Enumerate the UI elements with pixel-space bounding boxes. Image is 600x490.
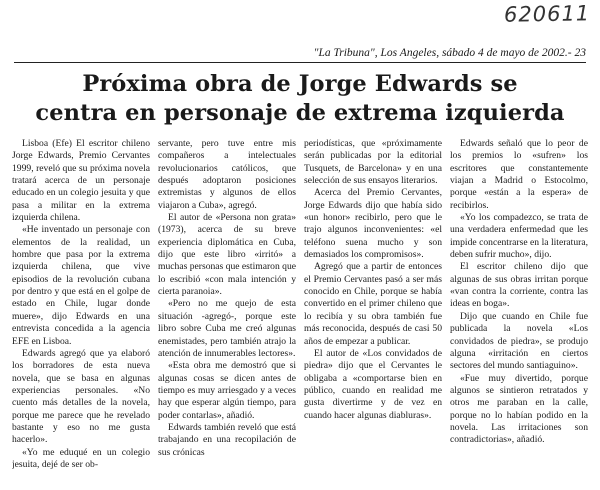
- paragraph: Agregó que a partir de entonces el Premio Cervantes pasó a ser más conocido en Chile, porque se había convertido en el primer chileno que lo recibía y su obra también fue más reconocida, después de casi 50 años de empezar a publicar.: [304, 261, 442, 347]
- running-header: "La Tribuna", Los Angeles, sábado 4 de mayo de 2002.- 23: [313, 47, 586, 59]
- paragraph: El escritor chileno dijo que algunas de sus obras irritan porque «van contra la corriente, contra las ideas en boga».: [450, 261, 588, 310]
- paragraph: Edwards agregó que ya elaboró los borradores de esta nueva novela, que se basa en algunas experiencias personales. «No cuento más detalles de la novela, porque me parece que he revelado bastante y eso no me gusta hacerlo».: [12, 347, 150, 446]
- paragraph: Dijo que cuando en Chile fue publicada la novela «Los convidados de piedra», se produjo alguna «irritación en ciertos sectores del mundo santiaguino».: [450, 310, 588, 372]
- paragraph: Acerca del Premio Cervantes, Jorge Edwards dijo que había sido «un honor» recibirlo, pero que le trajo algunos inconvenientes: «el teléfono suena mucho y son demasiados los compromisos».: [304, 187, 442, 261]
- paragraph: Edwards señaló que lo peor de los premios lo «sufren» los escritores que constantemente viajan a Madrid o Estocolmo, porque «están a la espera» de recibirlos.: [450, 138, 588, 211]
- article-body: [12, 138, 588, 486]
- headline-line-1: Próxima obra de Jorge Edwards se: [82, 71, 518, 97]
- paragraph: «Esta obra me demostró que si algunas cosas se dicen antes de tiempo es muy arriesgado y a veces hay que esperar algún tiempo, para poder contarlas», añadió.: [158, 360, 296, 421]
- paragraph: Lisboa (Efe) El escritor chileno Jorge Edwards, Premio Cervantes 1999, reveló que su próxima novela tratará acerca de un personaje educado en un colegio jesuita y que pasa a militar en la extrema izquierda chilena.: [12, 138, 150, 224]
- header-rule: [14, 62, 586, 63]
- paragraph: El autor de «Persona non grata» (1973), acerca de su breve experiencia diplomática en Cuba, dijo que este libro «irritó» a muchas personas que estimaron que lo escribió «con mala intención y cierta paranoia».: [158, 212, 296, 298]
- paragraph: «Pero no me quejo de esta situación -agregó-, porque este libro sobre Cuba me creó algunas enemistades, pero también atrajo la atención de innumerables lectores».: [158, 298, 296, 359]
- article-headline: [14, 70, 586, 128]
- handwritten-catalog-number: 620611: [503, 1, 591, 27]
- headline-line-2: centra en personaje de extrema izquierda: [35, 100, 565, 126]
- paragraph: Edwards también reveló que está trabajando en una recopilación de sus crónicas: [158, 421, 296, 458]
- column-1: [12, 138, 150, 486]
- column-4: [450, 138, 588, 486]
- paragraph: «Yo los compadezco, se trata de una verdadera enfermedad que les impide concentrarse en la literatura, deben sufrir mucho», dijo.: [450, 212, 588, 261]
- paragraph: «Fue muy divertido, porque algunos se sintieron retratados y otros me paraban en la calle, porque no lo habían podido en la novela. Las irritaciones son contradictorias», añadió.: [450, 372, 588, 446]
- column-3: [304, 138, 442, 486]
- paragraph: El autor de «Los convidados de piedra» dijo que el Cervantes le obligaba a «comportarse bien en público, cuando en realidad me gusta divertirme y de vez en cuando hacer algunas diabluras».: [304, 347, 442, 421]
- paragraph: servante, pero tuve entre mis compañeros a intelectuales revolucionarios católicos, que después adoptaron posiciones extremistas y algunos de ellos viajaron a Cuba», agregó.: [158, 138, 296, 211]
- paragraph: «He inventado un personaje con elementos de la realidad, un hombre que pasa por la extrema izquierda chilena, que vive episodios de la revolución cubana por dentro y que está en el golpe de estado en Chile, lugar donde muere», dijo Edwards en una entrevista concedida a la agencia EFE en Lisboa.: [12, 224, 150, 347]
- column-2: [158, 138, 296, 486]
- paragraph: «Yo me eduqué en un colegio jesuita, dejé de ser ob-: [12, 446, 150, 470]
- paragraph: periodísticas, que «próximamente serán publicadas por la editorial Tusquets, de Barcelona» y en una selección de sus ensayos literarios.: [304, 138, 442, 187]
